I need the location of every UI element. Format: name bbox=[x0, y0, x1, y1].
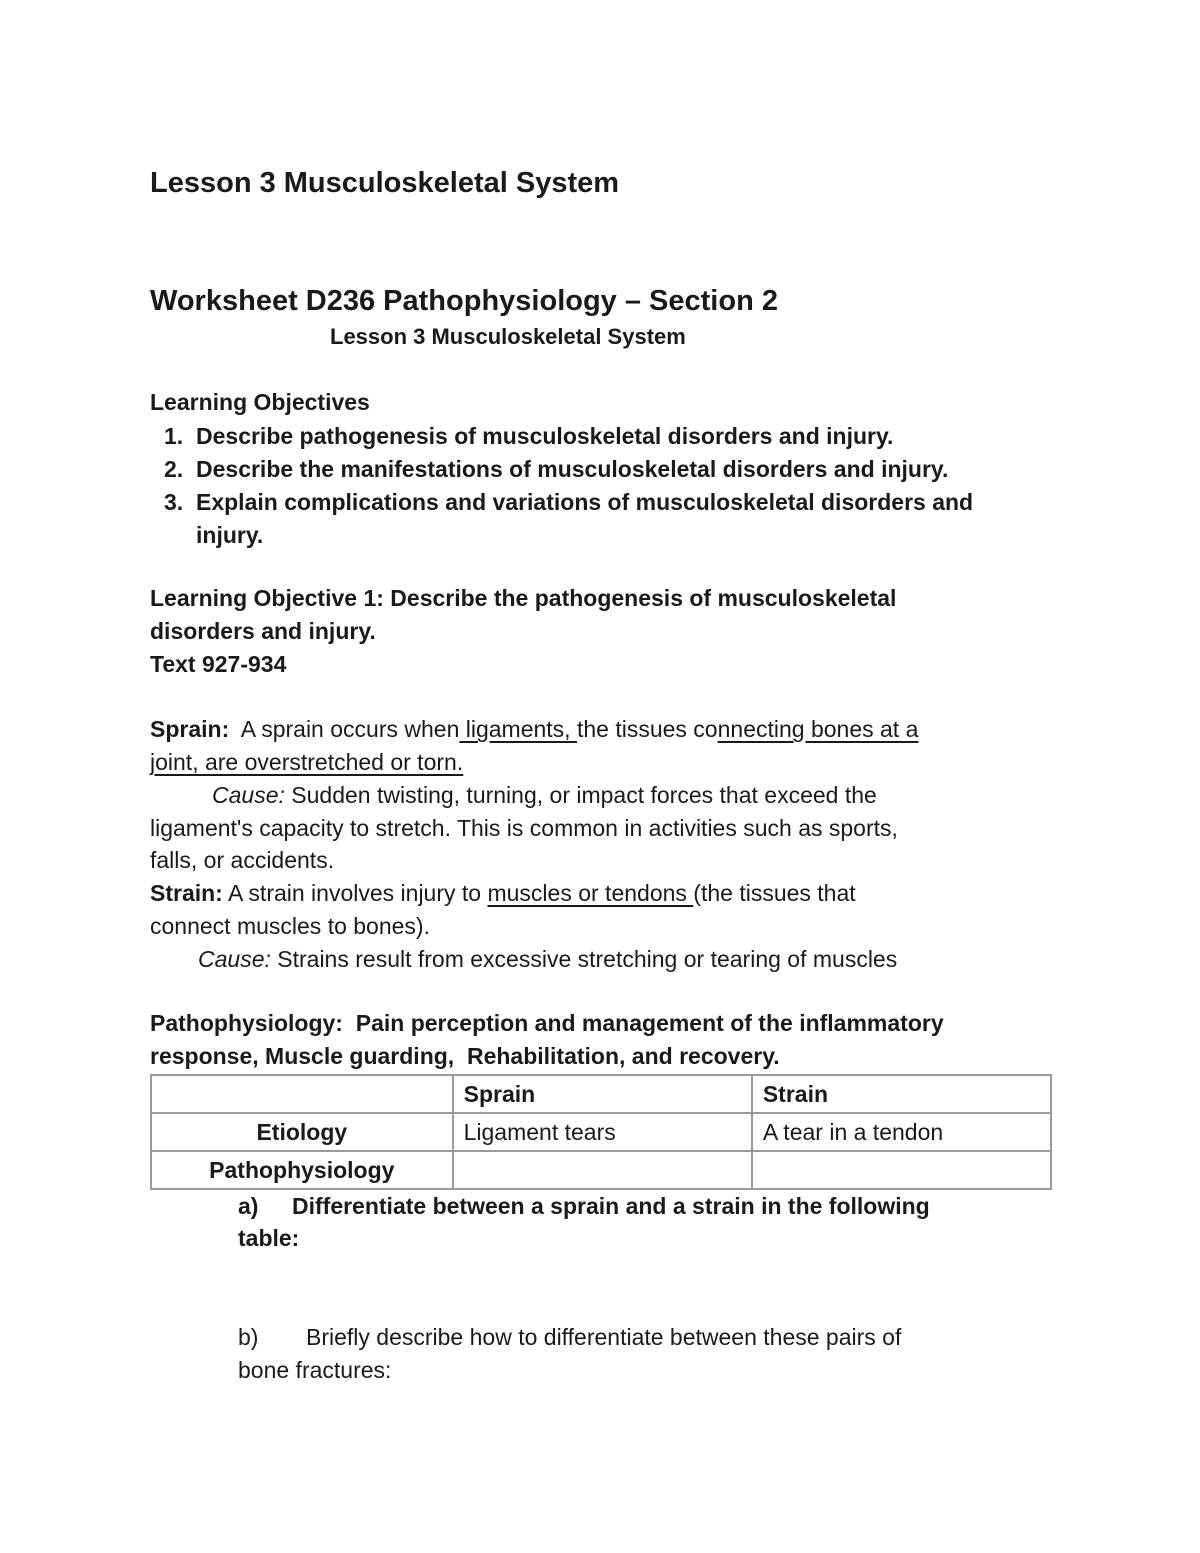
sprain-underline-2: nnecting bones at a bbox=[717, 716, 919, 742]
table-cell[interactable] bbox=[752, 1151, 1051, 1189]
sprain-label: Sprain: bbox=[150, 716, 230, 742]
table-header-cell: Strain bbox=[752, 1075, 1051, 1113]
lo1-heading-line1: Learning Objective 1: Describe the pathogenesis of musculoskeletal bbox=[150, 585, 897, 611]
strain-underline: muscles or tendons bbox=[487, 880, 694, 906]
table-row-label: Etiology bbox=[151, 1113, 453, 1151]
strain-cause-text: Strains result from excessive stretching or tearing of muscles bbox=[270, 946, 898, 972]
table-cell[interactable]: Ligament tears bbox=[453, 1113, 752, 1151]
worksheet-subtitle: Lesson 3 Musculoskeletal System bbox=[330, 324, 686, 349]
question-b-line2: bone fractures: bbox=[238, 1357, 392, 1383]
sprain-cause-line1 bbox=[212, 782, 877, 809]
table-cell[interactable] bbox=[453, 1151, 752, 1189]
strain-rest: (the tissues that bbox=[693, 880, 856, 906]
table-row bbox=[151, 1113, 1051, 1151]
text-reference: Text 927-934 bbox=[150, 651, 287, 677]
table-row bbox=[151, 1151, 1051, 1189]
objectives-heading: Learning Objectives bbox=[150, 389, 370, 415]
list-item-number: 1. bbox=[164, 423, 184, 449]
list-item-text: Explain complications and variations of musculoskeletal disorders and injury. bbox=[196, 489, 974, 548]
sprain-cause-text: Sudden twisting, turning, or impact forces that exceed the bbox=[284, 782, 877, 808]
question-a-line2: table: bbox=[238, 1225, 300, 1251]
table-header-cell: Sprain bbox=[453, 1075, 752, 1113]
sprain-definition-line1 bbox=[150, 716, 918, 743]
table-header-cell bbox=[151, 1075, 453, 1113]
list-item-text: Describe the manifestations of musculoskeletal disorders and injury. bbox=[196, 456, 949, 482]
sprain-strain-table bbox=[150, 1074, 1052, 1190]
strain-definition-line1 bbox=[150, 880, 856, 907]
sprain-underline-1: ligaments, bbox=[459, 716, 577, 742]
question-b-label: b) bbox=[238, 1324, 259, 1350]
table-row-label: Pathophysiology bbox=[151, 1151, 453, 1189]
question-b-line1: Briefly describe how to differentiate between these pairs of bbox=[306, 1324, 902, 1350]
list-item-text: Describe pathogenesis of musculoskeletal disorders and injury. bbox=[196, 423, 894, 449]
list-item-number: 3. bbox=[164, 489, 184, 515]
question-a-line1: Differentiate between a sprain and a strain in the following bbox=[292, 1193, 930, 1219]
table-cell[interactable]: A tear in a tendon bbox=[752, 1113, 1051, 1151]
page-title: Lesson 3 Musculoskeletal System bbox=[150, 167, 620, 199]
strain-intro: A strain involves injury to bbox=[222, 880, 488, 906]
sprain-cause-label: Cause: bbox=[212, 782, 285, 808]
strain-definition-line2: connect muscles to bones). bbox=[150, 913, 430, 939]
strain-cause bbox=[198, 946, 897, 973]
sprain-intro: A sprain occurs when bbox=[229, 716, 460, 742]
sprain-definition-line2: joint, are overstretched or torn. bbox=[150, 749, 464, 775]
sprain-cause-line2: ligament's capacity to stretch. This is common in activities such as sports, bbox=[150, 815, 898, 841]
strain-cause-label: Cause: bbox=[198, 946, 271, 972]
lo1-heading-line2: disorders and injury. bbox=[150, 618, 376, 644]
pathophysiology-line2: response, Muscle guarding, Rehabilitation, and recovery. bbox=[150, 1043, 780, 1069]
sprain-cause-line3: falls, or accidents. bbox=[150, 847, 335, 873]
list-item-number: 2. bbox=[164, 456, 184, 482]
strain-label: Strain: bbox=[150, 880, 223, 906]
table-header-row bbox=[151, 1075, 1051, 1113]
question-a-label: a) bbox=[238, 1193, 259, 1219]
pathophysiology-line1: Pathophysiology: Pain perception and management of the inflammatory bbox=[150, 1010, 944, 1036]
worksheet-title: Worksheet D236 Pathophysiology – Section 2 bbox=[150, 285, 778, 317]
objectives-list bbox=[150, 420, 1050, 552]
list-item bbox=[150, 420, 1050, 453]
list-item bbox=[150, 486, 1026, 552]
list-item bbox=[150, 453, 1050, 486]
sprain-mid: the tissues co bbox=[576, 716, 718, 742]
